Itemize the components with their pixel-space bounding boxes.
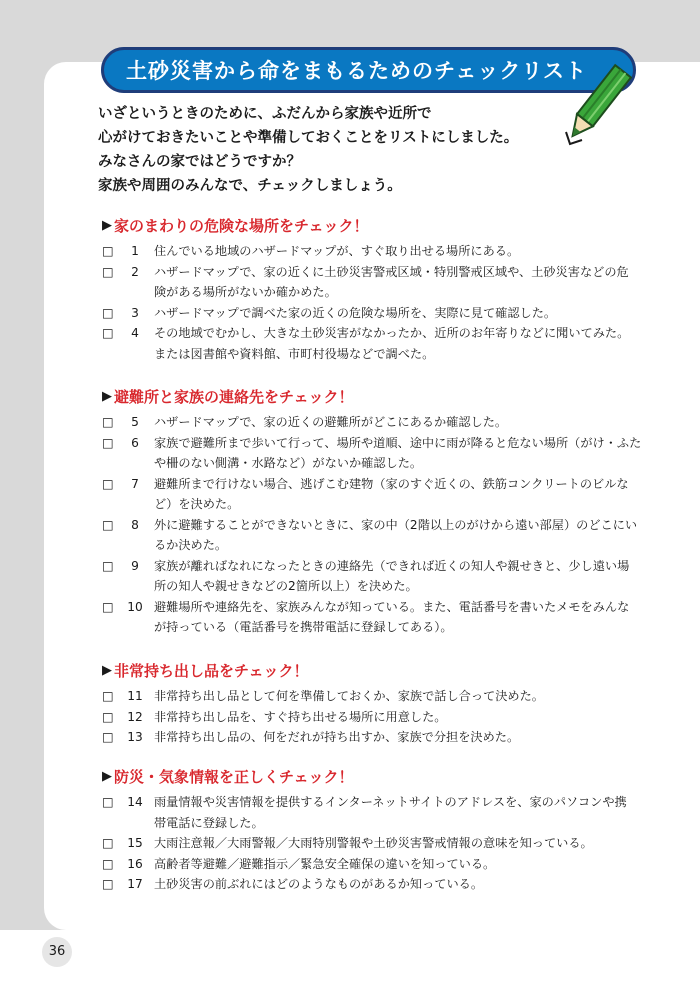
item-text: 帯電話に登録した。 — [154, 815, 264, 830]
item-number: 12 — [127, 709, 143, 724]
checklist-item-7[interactable] — [102, 474, 642, 515]
triangle-marker-icon: ▶ — [102, 663, 112, 678]
checklist-item-10[interactable] — [102, 597, 642, 638]
checkbox-icon[interactable]: □ — [102, 558, 114, 573]
item-text: 避難所まで行けない場合、逃げこむ建物（家のすぐ近くの、鉄筋コンクリートのビルな — [154, 476, 629, 491]
item-number: 3 — [131, 305, 139, 320]
section-heading-text: 家のまわりの危険な場所をチェック！ — [114, 217, 369, 235]
checklist-item-11[interactable] — [102, 686, 642, 707]
checklist-item-6[interactable] — [102, 433, 642, 474]
item-text: 非常持ち出し品として何を準備しておくか、家族で話し合って決めた。 — [154, 689, 544, 703]
item-text: 家族が離ればなれになったときの連絡先（できれば近くの知人や親せきと、少し遠い場 — [154, 558, 630, 573]
item-number: 1 — [131, 244, 139, 258]
checkbox-icon[interactable]: □ — [102, 795, 114, 809]
intro-line: 心がけておきたいことや準備しておくことをリストにしました。 — [98, 130, 519, 146]
item-text: るか決めた。 — [154, 538, 228, 552]
checkbox-icon[interactable]: □ — [102, 326, 114, 340]
checkbox-icon[interactable]: □ — [102, 435, 114, 450]
checkbox-icon[interactable]: □ — [102, 877, 114, 891]
item-number: 4 — [131, 326, 139, 340]
checkbox-icon[interactable]: □ — [102, 264, 114, 279]
item-number: 8 — [131, 517, 139, 532]
section-disaster-info — [102, 762, 642, 895]
item-number: 2 — [131, 264, 139, 279]
item-text: 高齢者等避難／避難指示／緊急安全確保の違いを知っている。 — [154, 856, 496, 871]
section-heading — [102, 382, 642, 412]
item-number: 15 — [127, 836, 143, 850]
item-text: 避難場所や連絡先を、家族みんなが知っている。また、電話番号を書いたメモをみんな — [154, 599, 630, 614]
checklist-item-17[interactable] — [102, 874, 642, 895]
item-text: ハザードマップで調べた家の近くの危険な場所を、実際に見て確認した。 — [154, 305, 557, 320]
triangle-marker-icon: ▶ — [102, 218, 112, 233]
item-text: や柵のない側溝・水路など）がないか確認した。 — [154, 456, 423, 470]
item-text: 大雨注意報／大雨警報／大雨特別警報や土砂災害警戒情報の意味を知っている。 — [154, 836, 593, 850]
item-number: 11 — [127, 689, 143, 703]
section-heading-text: 防災・気象情報を正しくチェック！ — [114, 768, 354, 786]
item-number: 13 — [127, 730, 143, 744]
item-text: ど）を決めた。 — [154, 497, 240, 511]
item-number: 6 — [131, 435, 139, 450]
checklist-item-12[interactable] — [102, 707, 642, 728]
item-number: 5 — [131, 415, 139, 429]
checkbox-icon[interactable]: □ — [102, 244, 114, 258]
item-text: 土砂災害の前ぶれにはどのようなものがあるか知っている。 — [154, 877, 484, 891]
checkbox-icon[interactable]: □ — [102, 599, 114, 614]
page-footer-area — [0, 930, 700, 997]
checklist-item-15[interactable] — [102, 833, 642, 854]
checklist-item-3[interactable] — [102, 303, 642, 324]
title-banner — [101, 47, 636, 93]
item-text: 外に避難することができないときに、家の中（2階以上のがけから遠い部屋）のどこにい — [154, 517, 638, 532]
checkbox-icon[interactable]: □ — [102, 415, 114, 429]
checklist-item-13[interactable] — [102, 727, 642, 748]
checkbox-icon[interactable]: □ — [102, 305, 114, 320]
item-text: ハザードマップで、家の近くの避難所がどこにあるか確認した。 — [154, 415, 508, 429]
page-title: 土砂災害から命をまもるためのチェックリスト — [126, 59, 587, 83]
item-text: ハザードマップで、家の近くに土砂災害警戒区域・特別警戒区域や、土砂災害などの危 — [154, 264, 629, 279]
checklist-item-2[interactable] — [102, 262, 642, 303]
item-text: 所の知人や親せきなどの2箇所以上）を決めた。 — [154, 579, 418, 593]
item-text: 非常持ち出し品の、何をだれが持ち出すか、家族で分担を決めた。 — [154, 730, 520, 744]
item-number: 17 — [127, 877, 143, 891]
item-text: または図書館や資料館、市町村役場などで調べた。 — [154, 346, 435, 361]
item-text: 住んでいる地域のハザードマップが、すぐ取り出せる場所にある。 — [154, 244, 520, 258]
section-heading — [102, 656, 642, 686]
checklist-item-14[interactable] — [102, 792, 642, 833]
checklist-item-16[interactable] — [102, 854, 642, 875]
item-number: 10 — [127, 599, 143, 614]
item-text: その地域でむかし、大きな土砂災害がなかったか、近所のお年寄りなどに聞いてみた。 — [154, 326, 630, 340]
section-hazard-places — [102, 211, 642, 364]
section-heading-text: 非常持ち出し品をチェック！ — [114, 662, 309, 680]
page-number: 36 — [42, 937, 72, 967]
triangle-marker-icon: ▶ — [102, 389, 112, 404]
intro-line: みなさんの家ではどうですか？ — [98, 154, 301, 170]
item-number: 7 — [131, 476, 139, 491]
intro-line: いざというときのために、ふだんから家族や近所で — [98, 106, 432, 122]
item-number: 14 — [127, 795, 143, 809]
item-text: 家族で避難所まで歩いて行って、場所や道順、途中に雨が降ると危ない場所（がけ・ふた — [154, 435, 642, 450]
checkbox-icon[interactable]: □ — [102, 856, 114, 871]
item-text: 険がある場所がないか確かめた。 — [154, 285, 337, 299]
triangle-marker-icon: ▶ — [102, 769, 112, 784]
checkbox-icon[interactable]: □ — [102, 476, 114, 491]
checkbox-icon[interactable]: □ — [102, 689, 114, 703]
checklist-item-9[interactable] — [102, 556, 642, 597]
item-number: 9 — [131, 558, 139, 573]
intro-line: 家族や周囲のみんなで、チェックしましょう。 — [98, 178, 402, 194]
section-heading-text: 避難所と家族の連絡先をチェック！ — [114, 388, 354, 406]
section-emergency-supplies — [102, 656, 642, 748]
intro-text — [98, 102, 618, 198]
checklist-item-1[interactable] — [102, 241, 642, 262]
checklist-item-4[interactable] — [102, 323, 642, 364]
section-evacuation-contacts — [102, 382, 642, 638]
checkbox-icon[interactable]: □ — [102, 730, 114, 744]
checkbox-icon[interactable]: □ — [102, 836, 114, 850]
item-text: 雨量情報や災害情報を提供するインターネットサイトのアドレスを、家のパソコンや携 — [154, 795, 627, 809]
item-number: 16 — [127, 856, 143, 871]
section-heading — [102, 762, 642, 792]
checkbox-icon[interactable]: □ — [102, 709, 114, 724]
checklist-item-5[interactable] — [102, 412, 642, 433]
checkbox-icon[interactable]: □ — [102, 517, 114, 532]
section-heading — [102, 211, 642, 241]
item-text: が持っている（電話番号を携帯電話に登録してある）。 — [154, 620, 453, 634]
checklist-item-8[interactable] — [102, 515, 642, 556]
item-text: 非常持ち出し品を、すぐ持ち出せる場所に用意した。 — [154, 709, 447, 724]
